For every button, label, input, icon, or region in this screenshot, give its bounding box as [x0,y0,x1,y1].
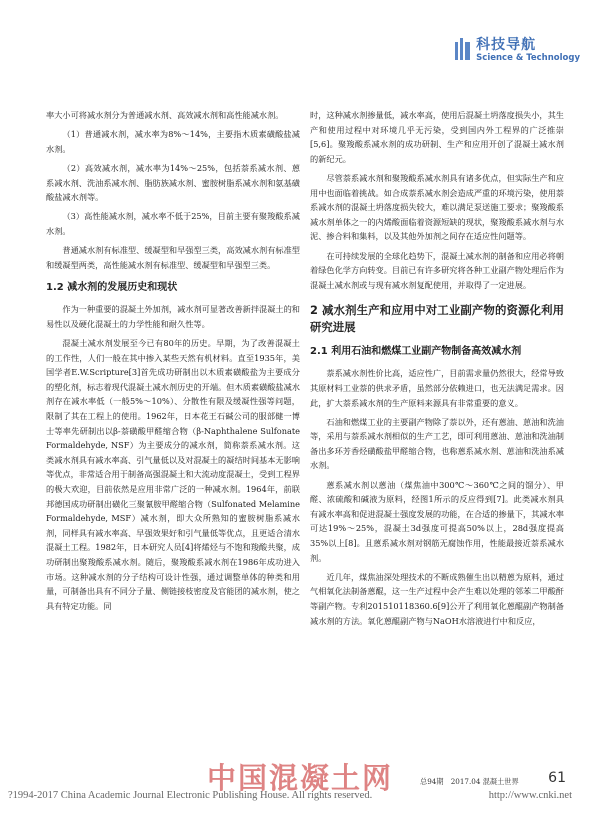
header-title-cn: 科技导航 [476,37,537,53]
paragraph: 作为一种重要的混凝土外加剂，减水剂可显著改善新拌混凝土的和易性以及硬化混凝土的力学性能和耐久性等。 [46,304,300,329]
paragraph: （1）普通减水剂，减水率为8%～14%，主要指木质素磺酸盐减水剂。 [46,129,300,154]
paragraph: 蒽系减水剂以蒽油（煤焦油中300℃～360℃之间的馏分）、甲醛、浓硫酸和碱液为原料，经图1所示的反应得到[7]。此类减水剂具有减水率高和促进混凝土强度发展的功能，在合适的掺量下，其减水率可达19%～25%，混凝土3d强度可提高50%以上，28d强度提高35%以上[8]。且蒽系减水剂对钢筋无腐蚀作用，性能最接近萘系减水剂。 [310,479,564,563]
copyright-notice: ?1994-2017 China Academic Journal Electronic Publishing House. All rights reserved. [8,790,373,801]
watermark: 中国混凝土网 [206,761,393,795]
section-header [455,38,580,63]
paragraph: 萘系减水剂性价比高，适应性广，目前需求量仍然很大，经常导致其原材料工业萘的供求矛盾，虽然部分依赖进口，也无法满足需求。因此，扩大萘系减水剂的生产原料来源具有非常重要的意义。 [310,368,564,408]
paragraph: 尽管萘系减水剂和聚羧酸系减水剂具有诸多优点，但实际生产和应用中也面临着挑战。如合成萘系减水剂会造成严重的环境污染，使用萘系减水剂的混凝土坍落度损失较大，难以满足泵送施工要求；聚羧酸系减水剂单体之一的内烯酸面临着资源短缺的现状，聚羧酸系减水剂与水泥、掺合料和集料，以及其他外加剂之间存在适应性问题等。 [310,172,564,242]
chapter-heading: 2 减水剂生产和应用中对工业副产物的资源化利用研究进展 [310,303,564,335]
paragraph: 时，这种减水剂掺量低，减水率高，使用后混凝土坍落度损失小，其生产和使用过程中对环境几乎无污染，受到国内外工程界的广泛推崇[5,6]。聚羧酸系减水剂的成功研制、生产和应用开创了混凝土减水剂的新纪元。 [310,110,564,164]
header-bars-icon [455,42,470,60]
issue-info: 总94期 2017.04 混凝土世界 [420,777,519,786]
paragraph: 在可持续发展的全球化趋势下，混凝土减水剂的制备和应用必将朝着绿色化学方向转变。目前已有许多研究将各种工业副产物处理后作为混凝土减水剂或与现有减水剂复配使用，并取得了一定进展。 [310,250,564,290]
section-heading: 1.2 减水剂的发展历史和现状 [46,282,178,294]
section-heading: 2.1 利用石油和燃煤工业副产物制备高效减水剂 [310,346,522,358]
paragraph: 率大小可将减水剂分为普通减水剂、高效减水剂和高性能减水剂。 [46,110,284,120]
paragraph: 石油和燃煤工业的主要副产物除了萘以外，还有蒽油、葸油和洗油等，采用与萘系减水剂相似的生产工艺，即可利用蒽油、葸油和洗油制备出多环芳香烃磺酸盐甲醛缩合物，也称蒽系减水剂、葸油和洗油系减水剂。 [310,416,564,471]
paragraph: （2）高效减水剂，减水率为14%～25%，包括萘系减水剂、蒽系减水剂、洗油系减水剂、脂肪族减水剂、蜜胺树脂系减水剂和氨基磺酸盐减水剂等。 [46,162,300,203]
left-column [46,108,300,618]
header-title-en: Science & Technology [476,53,580,63]
right-column [310,108,564,633]
paragraph: 混凝土减水剂发展至今已有80年的历史。早期，为了改善混凝土的工作性，人们一般在其中掺入某些天然有机材料。直至1935年，美国学者E.W.Scripture[3]首先成功研制出以木质素磺酸盐为主要成分的塑化剂，标志着现代混凝土减水剂历史的开端。但木质素磺酸盐减水剂存在减水率低（一般5%～10%）、分散性有限及缓凝性强等问题，限制了其在工程上的使用。1962年，日本花王石碱公司的服部健一博士等率先研制出以β-萘磺酸甲醛缩合物（β-Naphthalene Sulfonate Formaldehyde, NSF）为主要成分的减水剂，简称萘系减水剂。这类减水剂具有减水率高、引气量低以及对混凝土的凝结时间基本无影响等优点，非常适合用于制备高强混凝土和大流动度混凝土，受到工程界的极大欢迎，目前依然是应用非常广泛的一种减水剂。1964年，前联邦德国成功研制出磺化三聚氰胺甲醛缩合物（Sulfonated Melamine Formaldehyde, MSF）减水剂，即大众所熟知的蜜胺树脂系减水剂，同样具有减水率高、早强效果好和引气量低等优点，且更适合清水混凝土工程。1982年，日本研究人员[4]将烯烃与不饱和羧酸共聚，成功研制出聚羧酸系减水剂。随后，聚羧酸系减水剂在1986年成功进入市场。这种减水剂的分子结构可设计性强，通过调整单体的种类和用量，可制备出具有不同分子量、侧链接枝密度及官能团的减水剂，使之具有特定功能。同 [46,338,300,611]
paragraph: 近几年，煤焦油深处理技术的不断成熟催生出以精蒽为原料，通过气相氧化法制备蒽醌，这一生产过程中会产生难以处理的邻苯二甲酸酐等副产物。专利201510118360.6[9]公开了利用氧化蒽醌副产物制备减水剂的方法。氧化蒽醌副产物与NaOH水溶液进行中和反应， [310,571,564,626]
page-number: 61 [548,770,566,786]
site-link[interactable]: http://www.cnki.net [488,790,572,801]
paragraph: （3）高性能减水剂，减水率不低于25%，目前主要有聚羧酸系减水剂。 [46,211,300,236]
paragraph: 普通减水剂有标准型、缓凝型和早强型三类，高效减水剂有标准型和缓凝型两类，高性能减水剂有标准型、缓凝型和早强型三类。 [46,245,300,270]
